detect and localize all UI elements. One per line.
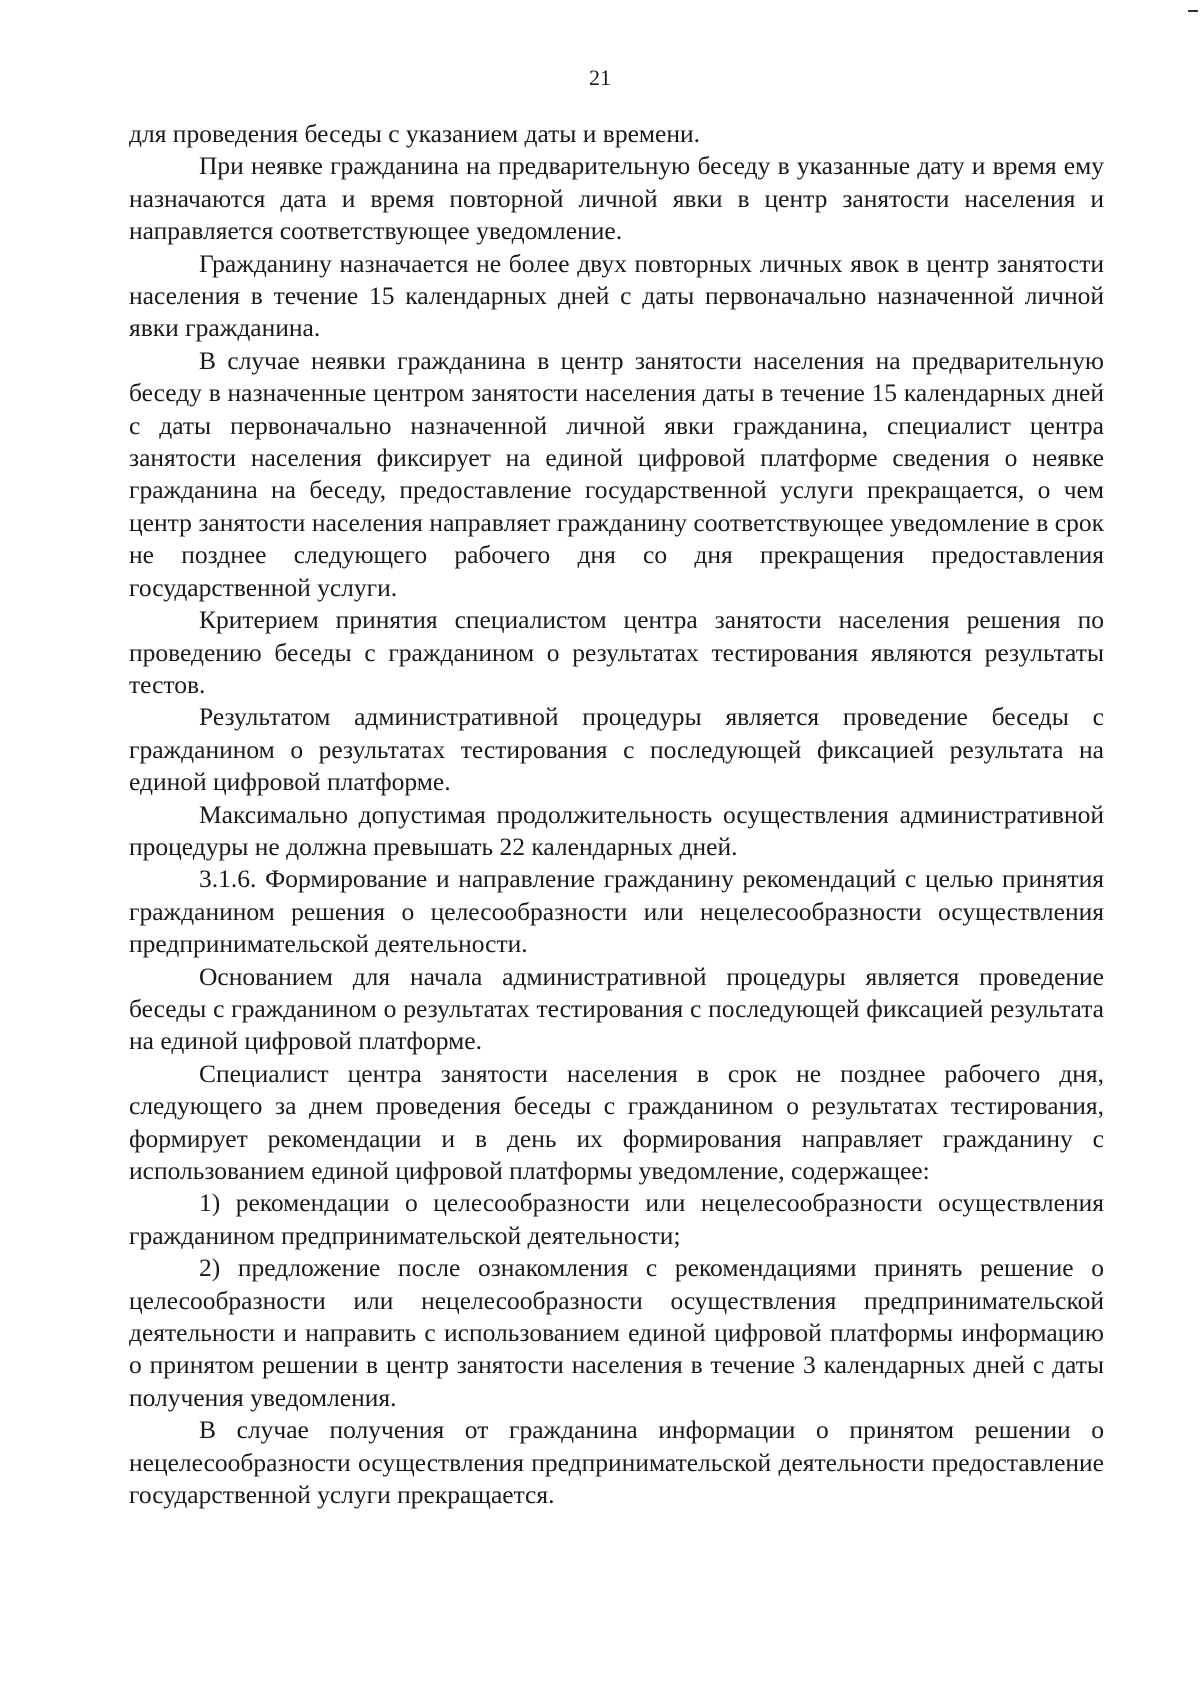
paragraph-10: Специалист центра занятости населения в срок не позднее рабочего дня, следующего за днем проведения беседы с гражданином о результатах тестирования, формирует рекомендации и в день их формирования направляет гражданину с использованием единой цифровой платформы уведомление, содержащее: [129,1058,1104,1185]
paragraph-13: В случае получения от гражданина информации о принятом решении о нецелесообразности осуществления предпринимательской деятельности предоставление государственной услуги прекращается. [129,1415,1104,1510]
section-heading-3-1-6: 3.1.6. Формирование и направление гражданину рекомендаций с целью принятия гражданином решения о целесообразности или нецелесообразности осуществления предпринимательской деятельности. [129,864,1104,959]
paragraph-1: для проведения беседы с указанием даты и времени. [129,119,701,148]
paragraph-3: Гражданину назначается не более двух повторных личных явок в центр занятости населения в течение 15 календарных дней с даты первоначально назначенной личной явки гражданина. [129,248,1104,343]
paragraph-9: Основанием для начала административной процедуры является проведение беседы с гражданином о результатах тестирования с последующей фиксацией результата на единой цифровой платформе. [129,961,1104,1056]
paragraph-2: При неявке гражданина на предварительную беседу в указанные дату и время ему назначаются дата и время повторной личной явки в центр занятости населения и направляется соответствующее уведомление. [129,151,1104,246]
paragraph-5: Критерием принятия специалистом центра занятости населения решения по проведению беседы с гражданином о результатах тестирования являются результаты тестов. [129,605,1104,699]
list-item-1: 1) рекомендации о целесообразности или нецелесообразности осуществления гражданином предпринимательской деятельности; [129,1188,1104,1250]
document-body [129,118,1104,1511]
paragraph-6: Результатом административной процедуры является проведение беседы с гражданином о результатах тестирования с последующей фиксацией результата на единой цифровой платформе. [129,702,1104,797]
paragraph-4: В случае неявки гражданина в центр занятости населения на предварительную беседу в назначенные центром занятости населения даты в течение 15 календарных дней с даты первоначально назначенной личной явки гражданина, специалист центра занятости населения фиксирует на единой цифровой платформе сведения о неявке гражданина на беседу, предоставление государственной услуги прекращается, о чем центр занятости населения направляет гражданину соответствующее уведомление в срок не позднее следующего рабочего дня со дня прекращения предоставления государственной услуги. [129,345,1104,602]
list-item-2: 2) предложение после ознакомления с рекомендациями принять решение о целесообразности или нецелесообразности осуществления предпринимательской деятельности и направить с использованием единой цифровой платформы информацию о принятом решении в центр занятости населения в течение 3 календарных дней с даты получения уведомления. [129,1253,1104,1412]
page-number: 21 [589,65,611,90]
scan-edge-mark [1188,10,1198,12]
paragraph-7: Максимально допустимая продолжительность осуществления административной процедуры не должна превышать 22 календарных дней. [129,799,1104,861]
